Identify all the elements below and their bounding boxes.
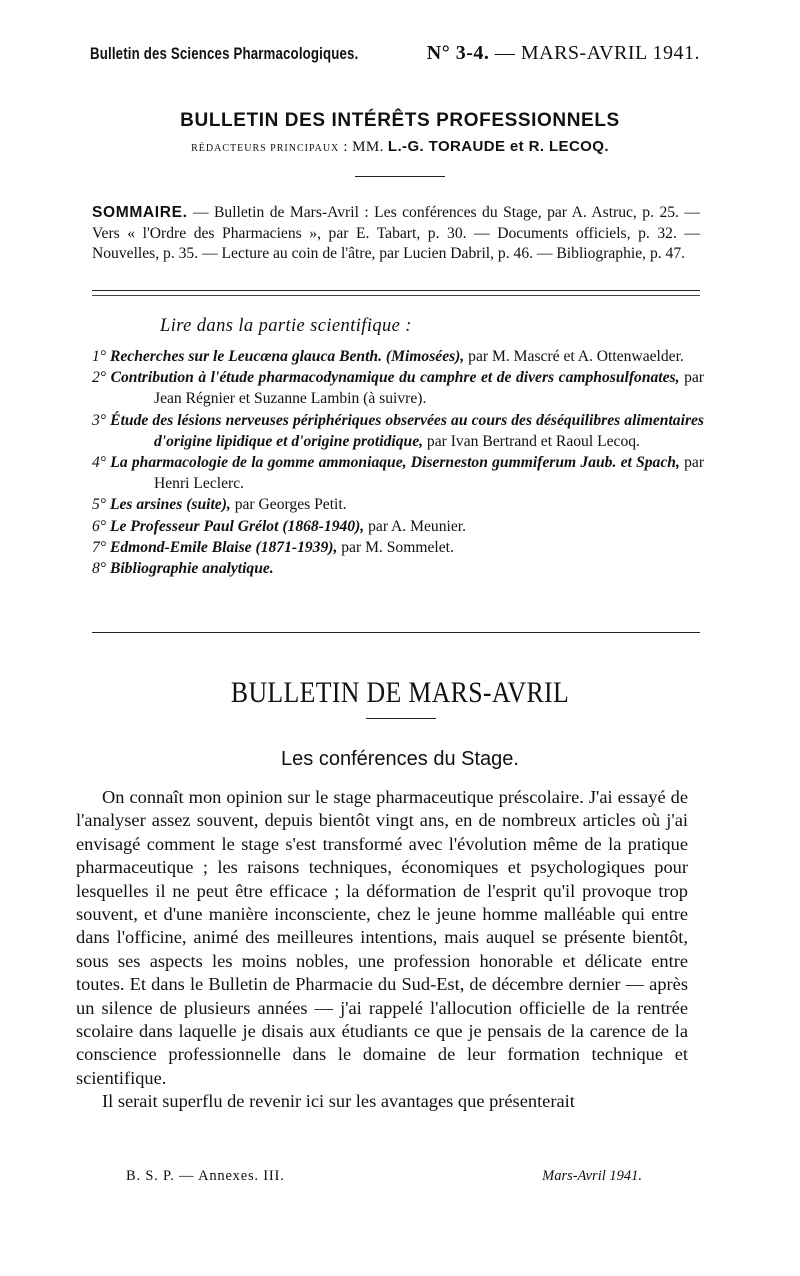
- item-number: 5°: [92, 496, 107, 514]
- item-authors: par Henri Leclerc.: [154, 454, 705, 493]
- item-title: La pharmacologie de la gomme ammoniaque, Diserneston gummiferum Jaub. et Spach,: [110, 454, 680, 472]
- list-item: [88, 452, 704, 494]
- footer-reference: B. S. P. — Annexes. III.: [126, 1168, 285, 1184]
- editors-line: [0, 138, 800, 156]
- sommaire-text: — Bulletin de Mars-Avril : Les conférences du Stage, par A. Astruc, p. 25. — Vers « l'Ordre des Pharmaciens », par E. Tabart, p. 30. — Documents officiels, p. 32. — Nouvelles, p. 35. — Lecture au coin de l'âtre, par Lucien Dabril, p. 46. — Bibliographie, p. 47.: [92, 204, 700, 262]
- scientific-list: [88, 346, 704, 579]
- item-authors: par M. Sommelet.: [337, 538, 454, 556]
- item-title: Bibliographie analytique.: [109, 560, 274, 578]
- item-number: 3°: [92, 411, 107, 429]
- double-divider: [92, 290, 700, 296]
- item-authors: par Ivan Bertrand et Raoul Lecoq.: [423, 432, 640, 450]
- item-number: 7°: [92, 538, 107, 556]
- item-authors: par Jean Régnier et Suzanne Lambin (à suivre).: [154, 369, 704, 408]
- journal-name: Bulletin des Sciences Pharmacologiques.: [90, 44, 359, 63]
- item-authors: par Georges Petit.: [230, 496, 347, 514]
- list-item: [88, 558, 704, 579]
- issue-date: — MARS-AVRIL 1941.: [494, 42, 700, 64]
- paragraph: Il serait superflu de revenir ici sur les avantages que présenterait: [102, 1091, 575, 1112]
- item-title: Recherches sur le Leucæna glauca Benth. (Mimosées),: [109, 348, 465, 365]
- section-header-title: BULLETIN DES INTÉRÊTS PROFESSIONNELS: [180, 110, 620, 131]
- paragraph: On connaît mon opinion sur le stage pharmaceutique préscolaire. J'ai essayé de l'analyser assez souvent, depuis bientôt vingt ans, en de nombreux articles où j'ai envisagé comment le stage s'est transformé avec l'évolution même de la pratique pharmaceutique ; les raisons techniques, économiques et psychologiques pour lesquelles il ne peut être efficace ; la déformation de l'esprit qu'il provoque trop souvent, et d'une manière inconsciente, chez le jeune homme malléable qui entre dans l'officine, animé des meilleures intentions, mais auquel se présente bientôt, sous ses aspects les moins nobles, une profession honorable et délicate entre toutes. Et dans le Bulletin de Pharmacie du Sud-Est, de décembre dernier — après un silence de plusieurs années — j'ai rappelé l'allocution officielle de la rentrée scolaire dans laquelle je disais aux étudiants ce que je pensais de la carence de la conscience professionnelle dans le domaine de leur formation technique et scientifique.: [76, 787, 688, 1088]
- list-item: [88, 410, 704, 452]
- list-item: [88, 537, 704, 558]
- item-title: Edmond-Emile Blaise (1871-1939),: [109, 538, 338, 556]
- item-number: 2°: [92, 369, 107, 387]
- footer-date: Mars-Avril 1941.: [542, 1168, 642, 1184]
- item-title: Le Professeur Paul Grélot (1868-1940),: [109, 517, 365, 535]
- divider: [92, 632, 700, 633]
- article-title: Les conférences du Stage.: [281, 748, 519, 770]
- divider: [355, 176, 445, 177]
- item-title: Étude des lésions nerveuses périphériques observées au cours des déséquilibres alimentaires d'origine lipidique et d'origine protidique,: [110, 411, 704, 450]
- item-title: Les arsines (suite),: [109, 496, 231, 514]
- list-item: [88, 346, 704, 367]
- item-number: 6°: [92, 517, 107, 535]
- scientific-heading: Lire dans la partie scientifique :: [160, 316, 412, 336]
- item-authors: par A. Meunier.: [364, 517, 466, 535]
- item-authors: par M. Mascré et A. Ottenwaelder.: [464, 348, 684, 365]
- item-title: Contribution à l'étude pharmacodynamique du camphre et de divers camphosulfonates,: [110, 369, 680, 387]
- issue-info: [427, 42, 700, 65]
- sommaire: [92, 203, 700, 265]
- item-number: 8°: [92, 560, 107, 578]
- issue-number: N° 3-4.: [426, 42, 490, 64]
- list-item: [88, 494, 704, 515]
- editors-label: RÉDACTEURS PRINCIPAUX: [191, 143, 340, 154]
- item-number: 4°: [92, 454, 107, 472]
- item-number: 1°: [92, 348, 107, 365]
- editors-separator: : MM.: [339, 139, 388, 155]
- sommaire-label: SOMMAIRE.: [92, 204, 188, 221]
- editors-names: L.-G. TORAUDE et R. LECOQ.: [387, 138, 609, 155]
- bulletin-title: BULLETIN DE MARS-AVRIL: [230, 676, 570, 709]
- divider: [366, 718, 436, 719]
- list-item: [88, 516, 704, 537]
- article-body: [76, 786, 688, 1114]
- running-head: [90, 44, 700, 74]
- list-item: [88, 367, 704, 409]
